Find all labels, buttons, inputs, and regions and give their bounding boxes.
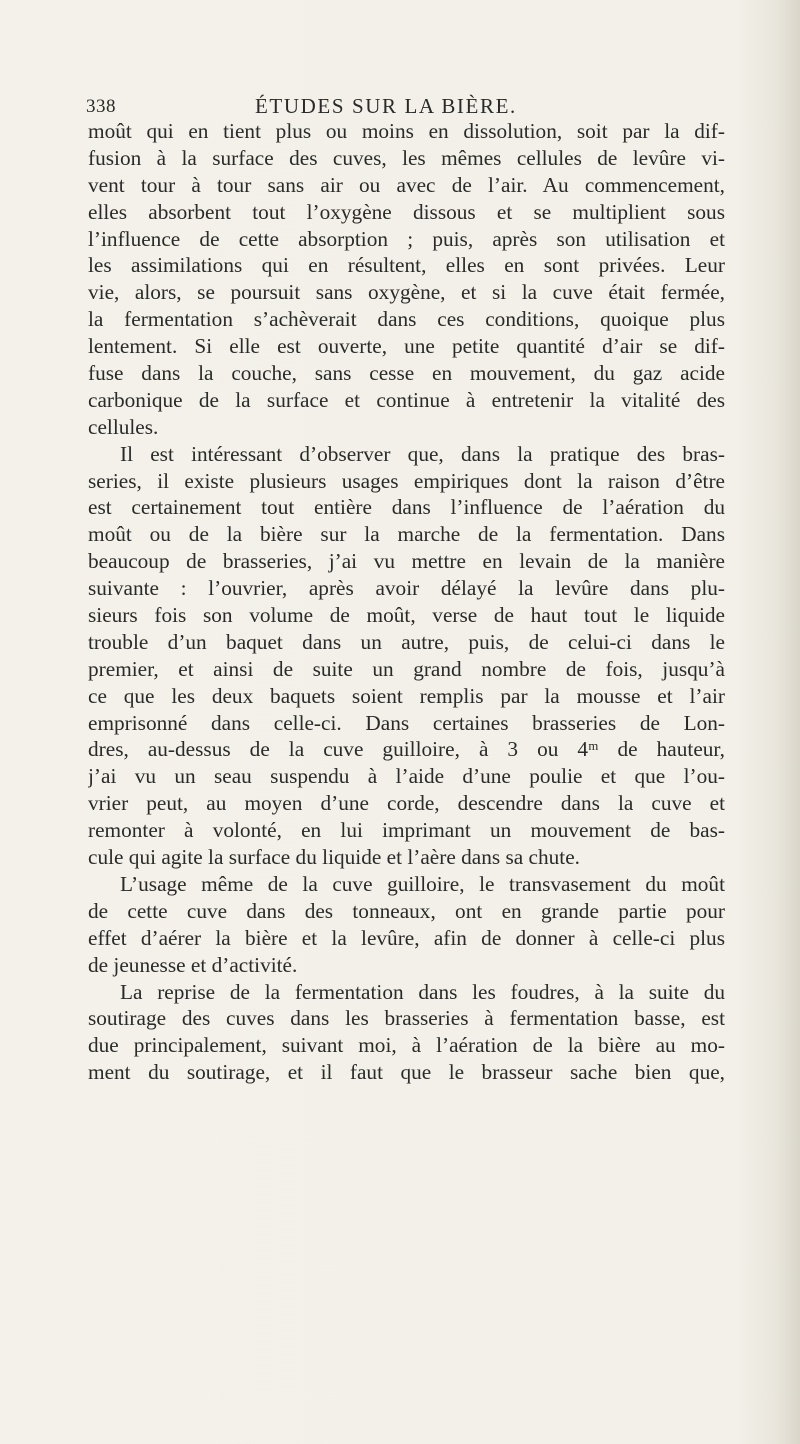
text-line: dres, au-dessus de la cuve guilloire, à 3 ou 4ᵐ de hauteur, [88, 737, 725, 762]
text-line: beaucoup de brasseries, j’ai vu mettre en levain de la manière [88, 549, 725, 574]
text-line: trouble d’un baquet dans un autre, puis, de celui-ci dans le [88, 629, 725, 654]
text-line: ment du soutirage, et il faut que le brasseur sache bien que, [88, 1060, 725, 1085]
text-line: sieurs fois son volume de moût, verse de haut tout le liquide [88, 603, 725, 628]
text-line: la fermentation s’achèverait dans ces conditions, quoique plus [88, 307, 725, 332]
running-title: ÉTUDES SUR LA BIÈRE. [255, 94, 517, 118]
text-line: elles absorbent tout l’oxygène dissous et se multiplient sous [88, 199, 725, 224]
text-line: premier, et ainsi de suite un grand nombre de fois, jusqu’à [88, 656, 725, 681]
text-line: moût ou de la bière sur la marche de la fermentation. Dans [88, 522, 725, 547]
text-line: fusion à la surface des cuves, les mêmes cellules de levûre vi- [88, 145, 725, 170]
text-line: moût qui en tient plus ou moins en dissolution, soit par la dif- [88, 119, 725, 143]
text-line: due principalement, suivant moi, à l’aération de la bière au mo- [88, 1033, 725, 1058]
text-line: vrier peut, au moyen d’une corde, descendre dans la cuve et [88, 791, 725, 816]
text-line: l’influence de cette absorption ; puis, après son utilisation et [88, 226, 725, 251]
text-line: effet d’aérer la bière et la levûre, afin de donner à celle-ci plus [88, 925, 725, 950]
text-line: cule qui agite la surface du liquide et l’aère dans sa chute. [88, 845, 580, 870]
text-line: remonter à volonté, en lui imprimant un mouvement de bas- [88, 818, 725, 843]
paragraph-first-line: Il est intéressant d’observer que, dans la pratique des bras- [120, 441, 725, 466]
text-line: carbonique de la surface et continue à entretenir la vitalité des [88, 387, 725, 412]
text-line: fuse dans la couche, sans cesse en mouvement, du gaz acide [88, 361, 725, 386]
text-line: j’ai vu un seau suspendu à l’aide d’une poulie et que l’ou- [88, 764, 725, 789]
text-line: les assimilations qui en résultent, elles en sont privées. Leur [88, 253, 725, 278]
text-line: emprisonné dans celle-ci. Dans certaines brasseries de Lon- [88, 710, 725, 735]
text-line: soutirage des cuves dans les brasseries à fermentation basse, est [88, 1006, 725, 1031]
paragraph-first-line: L’usage même de la cuve guilloire, le transvasement du moût [120, 871, 725, 896]
text-line: series, il existe plusieurs usages empiriques dont la raison d’être [88, 468, 725, 493]
text-line: est certainement tout entière dans l’influence de l’aération du [88, 495, 725, 520]
text-line: de cette cuve dans des tonneaux, ont en grande partie pour [88, 898, 725, 923]
text-line: lentement. Si elle est ouverte, une petite quantité d’air se dif- [88, 334, 725, 359]
text-line: ce que les deux baquets soient remplis par la mousse et l’air [88, 683, 725, 708]
text-line: vie, alors, se poursuit sans oxygène, et si la cuve était fermée, [88, 280, 725, 305]
page-number: 338 [86, 96, 116, 117]
text-line: vent tour à tour sans air ou avec de l’air. Au commencement, [88, 172, 725, 197]
body-text [88, 118, 725, 1086]
text-line: cellules. [88, 414, 159, 439]
paragraph-first-line: La reprise de la fermentation dans les foudres, à la suite du [120, 979, 725, 1004]
text-line: suivante : l’ouvrier, après avoir délayé la levûre dans plu- [88, 576, 725, 601]
text-line: de jeunesse et d’activité. [88, 952, 298, 977]
